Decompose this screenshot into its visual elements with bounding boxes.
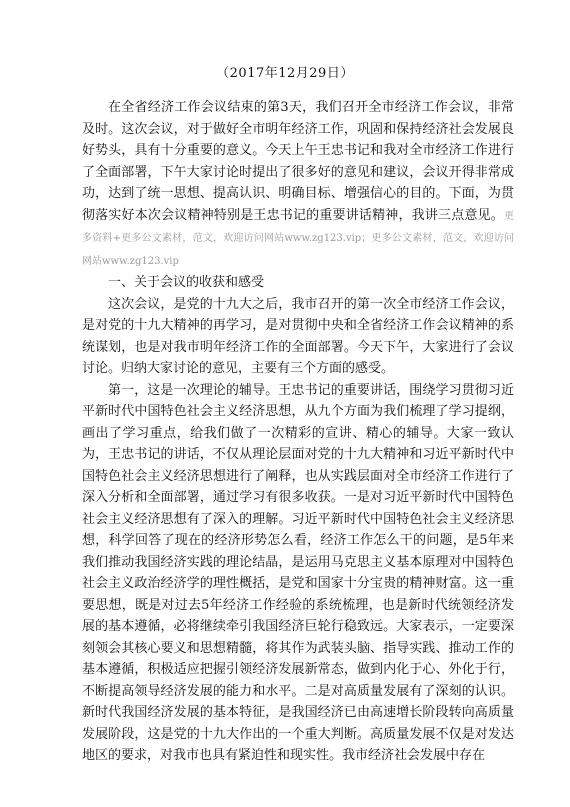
document-date: （2017年12月29日） <box>216 66 354 81</box>
section-paragraph-1: 这次会议，是党的十九大之后，我市召开的第一次全市经济工作会议，是对党的十九大精神的再学习，是对贯彻中央和全省经济工作会议精神的系统谋划，也是对我市明年经济工作的全面部署。今天下午，大家进行了会议讨论。归纳大家讨论的意见，主要有三个方面的感受。 <box>82 296 514 376</box>
section-heading: 一、关于会议的收获和感受 <box>108 275 265 290</box>
section-paragraph-2: 第一，这是一次理论的辅导。王忠书记的重要讲话，围绕学习贯彻习近平新时代中国特色社会主义经济思想，从九个方面为我们梳理了学习提纲，画出了学习重点，给我们做了一次精彩的宣讲、精心的辅导。大家一致认为，王忠书记的讲话，不仅从理论层面对党的十九大精神和习近平新时代中国特色社会主义经济思想进行了阐释，也从实践层面对全市经济工作进行了深入分析和全面部署，通过学习有很多收获。一是对习近平新时代中国特色社会主义经济思想有了深入的理解。习近平新时代中国特色社会主义经济思想，科学回答了现在的经济形势怎么看，经济工作怎么干的问题，是5年来我们推动我国经济实践的理论结晶，是运用马克思主义基本原理对中国特色社会主义政治经济学的理性概括，是党和国家十分宝贵的精神财富。这一重要思想，既是对过去5年经济工作经验的系统梳理，也是新时代统领经济发展的基本遵循，必将继续牵引我国经济巨轮行稳致远。大家表示，一定要深刻领会其核心要义和思想精髓，将其作为武装头脑、指导实践、推动工作的基本遵循，积极适应把握引领经济发展新常态，做到内化于心、外化于行，不断提高领导经济发展的能力和水平。二是对高质量发展有了深刻的认识。新时代我国经济发展的基本特征，是我国经济已由高速增长阶段转向高质量发展阶段，这是党的十九大作出的一个重大判断。高质量发展不仅是对发达地区的要求，对我市也具有紧迫性和现实性。我市经济社会发展中存在 <box>82 382 514 763</box>
document-body <box>82 97 514 767</box>
intro-text: 在全省经济工作会议结束的第3天，我们召开全市经济工作会议，非常及时。这次会议，对于做好全市明年经济工作，巩固和保持经济社会发展良好势头，具有十分重要的意义。今天上午王忠书记和我对全市经济工作进行了全面部署，下午大家讨论时提出了很多好的意见和建议，会议开得非常成功，达到了统一思想、提高认识、明确目标、增强信心的目的。下面，为贯彻落实好本次会议精神特别是王忠书记的重要讲话精神，我讲三点意见。 <box>82 100 514 223</box>
watermark-text: 更多资料+更多公文素材，范文，欢迎访问网站www.zg123.vip；更多公文素材，范文，欢迎访问网站www.zg123.vip <box>82 210 514 267</box>
intro-paragraph <box>82 97 514 272</box>
